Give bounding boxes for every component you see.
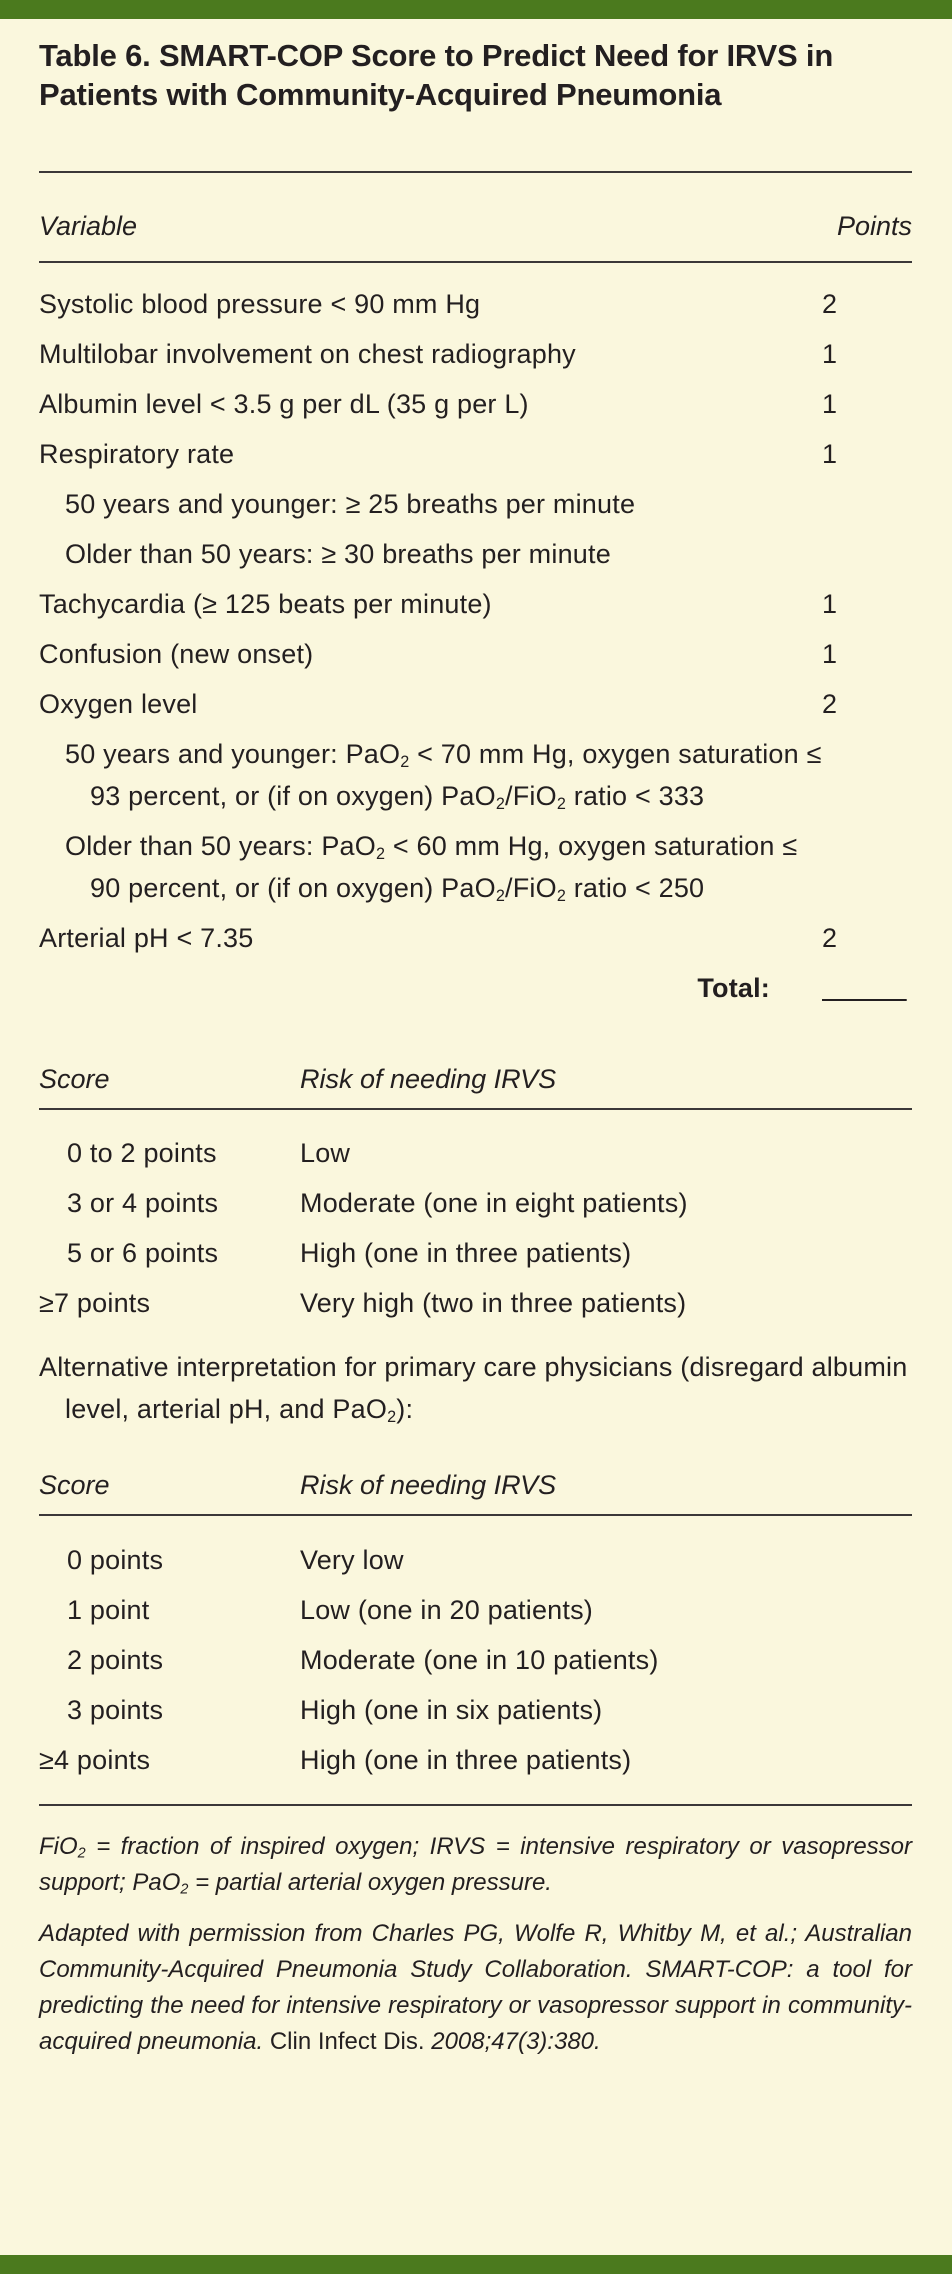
variable-cell: Oxygen level [39,689,198,719]
points-cell: 1 [822,389,838,419]
header-risk: Risk of needing IRVS [300,1064,557,1094]
points-cell [822,733,912,817]
points-cell [822,533,912,575]
score-cell: 5 or 6 points [67,1238,219,1268]
points-cell: 1 [822,639,838,669]
top-accent-bar [0,0,952,19]
header-score: Score [39,1064,110,1094]
variable-cell: Systolic blood pressure < 90 mm Hg [39,289,481,319]
risk-cell: High (one in six patients) [300,1695,603,1725]
total-row [39,963,912,1013]
total-label: Total: [697,973,770,1003]
score-row [39,1535,912,1585]
score-cell: ≥4 points [39,1745,151,1775]
points-cell: 2 [822,923,838,953]
table-row [39,579,912,629]
header-points: Points [836,211,912,241]
table-row [39,729,912,821]
table3-body [39,1516,912,1806]
score-cell: 0 to 2 points [67,1138,217,1168]
points-cell: 1 [822,439,838,469]
variable-cell: Older than 50 years: ≥ 30 breaths per minute [65,539,611,569]
score-row [39,1228,912,1278]
variable-cell: Multilobar involvement on chest radiography [39,339,576,369]
table-row [39,821,912,913]
total-blank [822,967,912,1009]
bottom-accent-bar [0,2255,952,2274]
table-row [39,329,912,379]
table1-body [39,263,912,963]
table-row [39,913,912,963]
variable-cell: 50 years and younger: PaO$_2$ < 70 mm Hg, oxygen saturation ≤ 93 percent, or (if on oxygen) PaO$_2$/FiO$_2$ ratio < 333 [65,739,822,814]
table-row [39,379,912,429]
table2-header [39,1059,912,1110]
risk-cell: Moderate (one in eight patients) [300,1188,688,1218]
score-cell: 1 point [67,1595,150,1625]
points-cell: 1 [822,339,838,369]
variable-cell: Arterial pH < 7.35 [39,923,254,953]
table1-header [39,171,912,263]
source-citation: Adapted with permission from Charles PG, Wolfe R, Whitby M, et al.; Australian Community-Acquired Pneumonia Study Collaboration. SMART-COP: a tool for predicting the need for intensive respiratory or vasopressor support in community-acquired pneumonia. Clin Infect Dis. 2008;47(3):380. [39,1920,912,2055]
score-row [39,1685,912,1735]
risk-cell: High (one in three patients) [300,1745,632,1775]
risk-cell: Moderate (one in 10 patients) [300,1645,659,1675]
variable-cell: Tachycardia (≥ 125 beats per minute) [39,589,492,619]
variable-cell: Older than 50 years: PaO$_2$ < 60 mm Hg, oxygen saturation ≤ 90 percent, or (if on oxygen) PaO$_2$/FiO$_2$ ratio < 250 [65,831,798,906]
table-row [39,279,912,329]
variable-cell: 50 years and younger: ≥ 25 breaths per minute [65,489,636,519]
points-cell: 2 [822,289,838,319]
table-row [39,479,912,529]
variable-cell: Albumin level < 3.5 g per dL (35 g per L) [39,389,529,419]
table-row [39,429,912,479]
points-cell [822,483,912,525]
table-row [39,679,912,729]
points-cell: 1 [822,589,838,619]
variable-cell: Confusion (new onset) [39,639,314,669]
score-row [39,1178,912,1228]
score-cell: 2 points [67,1645,164,1675]
score-cell: 3 or 4 points [67,1188,219,1218]
table-card [39,36,912,2060]
score-row [39,1585,912,1635]
points-cell [822,825,912,909]
table-row [39,629,912,679]
header-variable: Variable [39,211,138,241]
score-row [39,1128,912,1178]
table2-body [39,1110,912,1328]
risk-cell: Very low [300,1545,404,1575]
table-row [39,529,912,579]
table3-header [39,1465,912,1516]
risk-cell: Low (one in 20 patients) [300,1595,593,1625]
score-row [39,1278,912,1328]
score-cell: 3 points [67,1695,164,1725]
points-cell: 2 [822,689,838,719]
variable-cell: Respiratory rate [39,439,235,469]
risk-cell: High (one in three patients) [300,1238,632,1268]
score-cell: 0 points [67,1545,164,1575]
alternative-interpretation: Alternative interpretation for primary care physicians (disregard albumin level, arterial pH, and PaO$_2$): [39,1352,908,1427]
risk-cell: Low [300,1138,351,1168]
risk-cell: Very high (two in three patients) [300,1288,687,1318]
score-row [39,1635,912,1685]
header-score: Score [39,1470,110,1500]
table-title: Table 6. SMART-COP Score to Predict Need for IRVS in Patients with Community-Acquired Pneumonia [39,38,834,112]
abbreviations-footnote: FiO$_2$ = fraction of inspired oxygen; IRVS = intensive respiratory or vasopressor support; PaO$_2$ = partial arterial oxygen pressure. [39,1833,912,1898]
score-row [39,1735,912,1785]
score-cell: ≥7 points [39,1288,151,1318]
header-risk: Risk of needing IRVS [300,1470,557,1500]
